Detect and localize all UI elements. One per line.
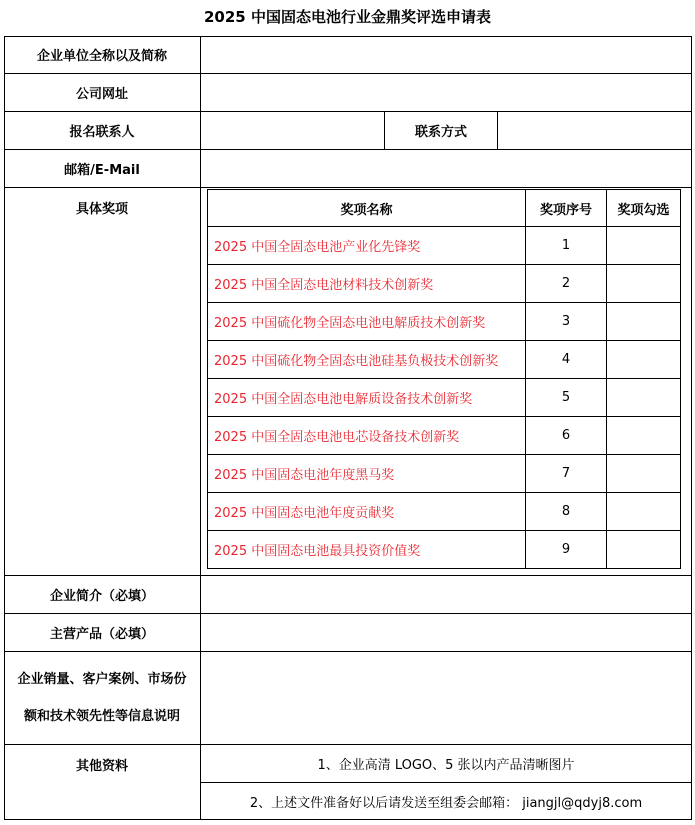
other-materials-label: 其他资料 <box>75 759 128 774</box>
award-number: 6 <box>561 428 571 443</box>
form-title: 2025 中国固态电池行业金鼎奖评选申请表 <box>204 8 491 26</box>
award-checkbox[interactable] <box>607 227 680 264</box>
website-field[interactable] <box>201 74 691 111</box>
award-checkbox[interactable] <box>607 455 680 492</box>
info-label <box>4 652 200 744</box>
award-number: 8 <box>561 504 571 519</box>
other-materials-item-1: 1、企业高清 LOGO、5 张以内产品清晰图片 <box>317 758 575 773</box>
award-name: 2025 中国硫化物全固态电池电解质技术创新奖 <box>214 316 486 331</box>
awards-border-right <box>680 189 681 569</box>
award-name: 2025 中国固态电池年度贡献奖 <box>214 506 395 521</box>
award-number: 9 <box>561 542 571 557</box>
award-checkbox[interactable] <box>607 303 680 340</box>
award-name: 2025 中国全固态电池电解质设备技术创新奖 <box>214 392 473 407</box>
award-checkbox[interactable] <box>607 379 680 416</box>
awards-header-name: 奖项名称 <box>340 202 393 218</box>
award-number: 5 <box>561 390 571 405</box>
award-name: 2025 中国固态电池最具投资价值奖 <box>214 544 421 559</box>
award-number: 2 <box>561 276 571 291</box>
award-checkbox[interactable] <box>607 341 680 378</box>
other-materials-item-2: 2、上述文件准备好以后请发送至组委会邮箱： jiangjl@qdyj8.com <box>249 795 643 811</box>
awards-header-number: 奖项序号 <box>539 202 592 218</box>
award-name: 2025 中国全固态电池电芯设备技术创新奖 <box>214 430 460 445</box>
awards-border-bottom <box>207 568 681 569</box>
info-label-line1: 企业销量、客户案例、市场份 <box>17 672 187 687</box>
email-field[interactable] <box>201 150 691 187</box>
award-name: 2025 中国硫化物全固态电池硅基负极技术创新奖 <box>214 354 499 369</box>
website-label: 公司网址 <box>75 87 128 102</box>
info-field[interactable] <box>201 652 691 744</box>
award-name: 2025 中国全固态电池材料技术创新奖 <box>214 278 434 293</box>
award-number: 3 <box>561 314 571 329</box>
intro-label: 企业简介（必填） <box>49 589 154 604</box>
awards-label: 具体奖项 <box>75 202 128 217</box>
award-number: 7 <box>561 466 571 481</box>
contact-person-label: 报名联系人 <box>69 125 135 140</box>
products-label: 主营产品（必填） <box>49 627 154 642</box>
company-name-label: 企业单位全称以及简称 <box>36 49 167 64</box>
contact-method-label: 联系方式 <box>414 125 467 140</box>
award-checkbox[interactable] <box>607 417 680 454</box>
intro-field[interactable] <box>201 576 691 613</box>
company-name-field[interactable] <box>201 37 691 73</box>
award-name: 2025 中国全固态电池产业化先锋奖 <box>214 240 421 255</box>
award-checkbox[interactable] <box>607 493 680 530</box>
awards-header-check: 奖项勾选 <box>617 202 670 218</box>
award-checkbox[interactable] <box>607 531 680 568</box>
email-label: 邮箱/E-Mail <box>64 163 140 178</box>
award-number: 4 <box>561 352 571 367</box>
contact-method-field[interactable] <box>498 112 691 149</box>
contact-person-field[interactable] <box>201 112 384 149</box>
products-field[interactable] <box>201 614 691 651</box>
award-checkbox[interactable] <box>607 265 680 302</box>
table-border-bottom <box>4 819 692 820</box>
table-border-right <box>691 36 692 820</box>
award-name: 2025 中国固态电池年度黑马奖 <box>214 468 395 483</box>
info-label-line2: 额和技术领先性等信息说明 <box>23 709 180 724</box>
award-number: 1 <box>561 238 571 253</box>
